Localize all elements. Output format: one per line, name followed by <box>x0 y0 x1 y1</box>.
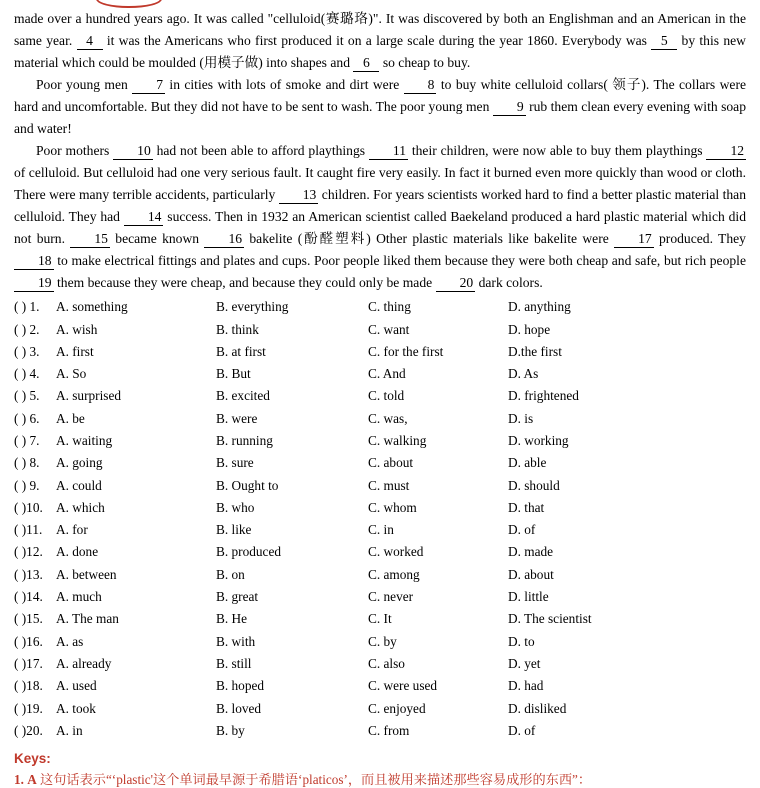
option-c[interactable]: C. was, <box>368 410 408 426</box>
passage-text: bakelite (酚醛塑料) Other plastic materials like bakelite were <box>249 231 609 247</box>
option-d[interactable]: D. made <box>508 544 554 560</box>
option-a[interactable]: A. much <box>56 589 102 605</box>
option-d[interactable]: D. had <box>508 678 544 694</box>
question-row <box>14 344 746 366</box>
question-row <box>14 388 746 410</box>
question-row <box>14 478 746 500</box>
option-a[interactable]: A. for <box>56 522 88 538</box>
option-d[interactable]: D. of <box>508 522 536 538</box>
blank-number-8[interactable]: 8 <box>404 78 437 94</box>
blank-number-12[interactable]: 12 <box>706 144 746 160</box>
option-b[interactable]: B. at first <box>216 343 266 359</box>
option-b[interactable]: B. But <box>216 366 251 382</box>
option-d[interactable]: D. that <box>508 499 545 515</box>
passage-text: of celluloid. But celluloid had one very serious fault. It caught fire very easily. In fact it burned even more quickly than wood or cloth. There were many terrible accidents, particularly <box>14 165 746 203</box>
option-c[interactable]: C. in <box>368 522 394 538</box>
answer-blank-paren[interactable]: ( )20. <box>14 722 43 738</box>
question-row <box>14 634 746 656</box>
option-c[interactable]: C. from <box>368 722 410 738</box>
option-b[interactable]: B. loved <box>216 700 262 716</box>
passage-text: Poor mothers <box>36 143 110 159</box>
blank-number-4[interactable]: 4 <box>77 34 103 50</box>
passage-text: in cities with lots of smoke and dirt were <box>169 77 400 93</box>
option-d[interactable]: D. should <box>508 477 560 493</box>
cloze-passage <box>14 0 746 294</box>
option-a[interactable]: A. wish <box>56 321 98 337</box>
blank-number-5[interactable]: 5 <box>651 34 677 50</box>
passage-text: made over a hundred years ago. It was called "celluloid(赛璐珞)". It was discovered by both an Englishman and an American in the same year. <box>14 11 746 49</box>
option-c[interactable]: C. And <box>368 366 406 382</box>
answer-blank-paren[interactable]: ( )12. <box>14 544 43 560</box>
option-a[interactable]: A. as <box>56 633 84 649</box>
answer-blank-paren[interactable]: ( ) 5. <box>14 388 40 404</box>
option-c[interactable]: C. whom <box>368 499 417 515</box>
option-a[interactable]: A. something <box>56 299 128 315</box>
option-b[interactable]: B. with <box>216 633 256 649</box>
option-c[interactable]: C. never <box>368 589 414 605</box>
option-b[interactable]: B. were <box>216 410 258 426</box>
option-a[interactable]: A. first <box>56 343 94 359</box>
passage-paragraph <box>14 74 746 140</box>
option-c[interactable]: C. must <box>368 477 410 493</box>
option-b[interactable]: B. sure <box>216 455 254 471</box>
question-row <box>14 522 746 544</box>
answer-blank-paren[interactable]: ( ) 9. <box>14 477 40 493</box>
blank-number-10[interactable]: 10 <box>113 144 153 160</box>
key-answer-letter: A <box>27 772 37 788</box>
question-row <box>14 567 746 589</box>
option-d[interactable]: D. to <box>508 633 535 649</box>
option-a[interactable]: A. The man <box>56 611 119 627</box>
option-c[interactable]: C. thing <box>368 299 411 315</box>
option-a[interactable]: A. waiting <box>56 432 113 448</box>
question-row <box>14 500 746 522</box>
option-d[interactable]: D. disliked <box>508 700 567 716</box>
option-c[interactable]: C. walking <box>368 432 427 448</box>
option-b[interactable]: B. He <box>216 611 248 627</box>
answer-blank-paren[interactable]: ( )19. <box>14 700 43 716</box>
answer-blank-paren[interactable]: ( )17. <box>14 655 43 671</box>
key-line <box>14 769 746 788</box>
option-a[interactable]: A. in <box>56 722 83 738</box>
option-b[interactable]: B. running <box>216 432 273 448</box>
option-c[interactable]: C. also <box>368 655 405 671</box>
question-row <box>14 544 746 566</box>
blank-number-9[interactable]: 9 <box>493 100 526 116</box>
passage-text: to make electrical fittings and plates and cups. Poor people liked them because they were both cheap and safe, but rich people <box>57 253 746 269</box>
question-row <box>14 701 746 723</box>
option-c[interactable]: C. told <box>368 388 405 404</box>
passage-text: to buy white celluloid collars( 领子). The collars were hard and uncomfortable. But they did not have to be sent to wash. The poor young men <box>14 77 747 115</box>
passage-text: them because they were cheap, and because they could only be made <box>57 275 433 291</box>
question-row <box>14 366 746 388</box>
option-a[interactable]: A. So <box>56 366 87 382</box>
keys-heading: Keys: <box>14 751 51 767</box>
question-row <box>14 611 746 633</box>
answer-blank-paren[interactable]: ( )13. <box>14 566 43 582</box>
option-b[interactable]: B. by <box>216 722 245 738</box>
option-a[interactable]: A. between <box>56 566 117 582</box>
blank-number-11[interactable]: 11 <box>369 144 408 160</box>
blank-number-18[interactable]: 18 <box>14 254 54 270</box>
option-a[interactable]: A. going <box>56 455 103 471</box>
option-c[interactable]: C. enjoyed <box>368 700 426 716</box>
option-c[interactable]: C. among <box>368 566 420 582</box>
option-b[interactable]: B. hoped <box>216 678 265 694</box>
option-d[interactable]: D. little <box>508 589 549 605</box>
blank-number-19[interactable]: 19 <box>14 276 54 292</box>
passage-text: it was the Americans who first produced it on a large scale during the year 1860. Everybody was <box>106 33 647 49</box>
blank-number-16[interactable]: 16 <box>204 232 244 248</box>
option-d[interactable]: D. is <box>508 410 534 426</box>
answer-blank-paren[interactable]: ( ) 1. <box>14 299 40 315</box>
option-d[interactable]: D.the first <box>508 343 562 359</box>
option-b[interactable]: B. great <box>216 589 259 605</box>
option-d[interactable]: D. yet <box>508 655 541 671</box>
answer-blank-paren[interactable]: ( ) 4. <box>14 366 40 382</box>
option-b[interactable]: B. produced <box>216 544 281 560</box>
option-a[interactable]: A. done <box>56 544 99 560</box>
answer-blank-paren[interactable]: ( )15. <box>14 611 43 627</box>
passage-text: became known <box>115 231 200 247</box>
blank-number-17[interactable]: 17 <box>614 232 654 248</box>
key-number: 1. <box>14 772 24 788</box>
blank-number-15[interactable]: 15 <box>70 232 110 248</box>
key-explanation: 这句话表示“‘plastic'这个单词最早源于希腊语‘platicos’，而且被用来描述那些容易成形的东西”： <box>40 772 592 788</box>
answer-blank-paren[interactable]: ( ) 3. <box>14 343 40 359</box>
passage-text: so cheap to buy. <box>382 55 471 71</box>
option-d[interactable]: D. about <box>508 566 554 582</box>
blank-number-20[interactable]: 20 <box>436 276 476 292</box>
passage-text: Poor young men <box>36 77 128 93</box>
passage-text: had not been able to afford playthings <box>156 143 366 159</box>
option-a[interactable]: A. be <box>56 410 85 426</box>
option-a[interactable]: A. which <box>56 499 105 515</box>
option-b[interactable]: B. still <box>216 655 252 671</box>
option-c[interactable]: C. worked <box>368 544 424 560</box>
question-row <box>14 678 746 700</box>
option-a[interactable]: A. surprised <box>56 388 121 404</box>
blank-number-13[interactable]: 13 <box>279 188 319 204</box>
blank-number-6[interactable]: 6 <box>353 56 379 72</box>
option-d[interactable]: D. The scientist <box>508 611 592 627</box>
passage-paragraph <box>14 8 746 74</box>
answer-blank-paren[interactable]: ( )16. <box>14 633 43 649</box>
passage-text: children. For years scientists worked hard to find a better plastic material than celluloid. They had <box>14 187 747 225</box>
passage-text: their children, were now able to buy them playthings <box>411 143 703 159</box>
question-row <box>14 589 746 611</box>
question-row <box>14 411 746 433</box>
option-d[interactable]: D. able <box>508 455 547 471</box>
option-a[interactable]: A. could <box>56 477 102 493</box>
keys-list <box>14 769 746 788</box>
option-c[interactable]: C. about <box>368 455 414 471</box>
answer-blank-paren[interactable]: ( )11. <box>14 522 43 538</box>
option-b[interactable]: B. think <box>216 321 259 337</box>
question-row <box>14 433 746 455</box>
option-d[interactable]: D. As <box>508 366 539 382</box>
option-a[interactable]: A. used <box>56 678 97 694</box>
option-d[interactable]: D. working <box>508 432 569 448</box>
option-b[interactable]: B. Ought to <box>216 477 279 493</box>
option-c[interactable]: C. were used <box>368 678 438 694</box>
question-row <box>14 656 746 678</box>
question-row <box>14 299 746 321</box>
question-row <box>14 455 746 477</box>
passage-paragraph <box>14 140 746 294</box>
answer-blank-paren[interactable]: ( )10. <box>14 499 43 515</box>
answer-blank-paren[interactable]: ( )14. <box>14 589 43 605</box>
option-d[interactable]: D. frightened <box>508 388 579 404</box>
answer-blank-paren[interactable]: ( ) 2. <box>14 321 40 337</box>
answer-blank-paren[interactable]: ( ) 6. <box>14 410 40 426</box>
option-d[interactable]: D. of <box>508 722 536 738</box>
question-row <box>14 322 746 344</box>
question-row <box>14 723 746 745</box>
option-c[interactable]: C. want <box>368 321 410 337</box>
option-b[interactable]: B. on <box>216 566 245 582</box>
option-c[interactable]: C. for the first <box>368 343 444 359</box>
option-c[interactable]: C. by <box>368 633 397 649</box>
option-b[interactable]: B. everything <box>216 299 289 315</box>
answer-blank-paren[interactable]: ( ) 8. <box>14 455 40 471</box>
passage-text: success. Then in 1932 an American scientist called Baekeland produced a hard plastic material which did not burn. <box>14 209 746 247</box>
blank-number-7[interactable]: 7 <box>132 78 165 94</box>
question-options-list <box>14 299 746 745</box>
passage-text: produced. They <box>659 231 746 247</box>
option-a[interactable]: A. took <box>56 700 96 716</box>
passage-text: rub them clean every evening with soap and water! <box>14 99 747 137</box>
blank-number-14[interactable]: 14 <box>124 210 164 226</box>
option-d[interactable]: D. anything <box>508 299 571 315</box>
passage-text: by this new material which could be moulded (用模子做) into shapes and <box>14 33 746 71</box>
option-c[interactable]: C. It <box>368 611 392 627</box>
answer-blank-paren[interactable]: ( )18. <box>14 678 43 694</box>
option-b[interactable]: B. who <box>216 499 255 515</box>
option-d[interactable]: D. hope <box>508 321 551 337</box>
answer-blank-paren[interactable]: ( ) 7. <box>14 432 40 448</box>
option-b[interactable]: B. like <box>216 522 252 538</box>
passage-text: dark colors. <box>478 275 543 291</box>
option-a[interactable]: A. already <box>56 655 112 671</box>
option-b[interactable]: B. excited <box>216 388 270 404</box>
